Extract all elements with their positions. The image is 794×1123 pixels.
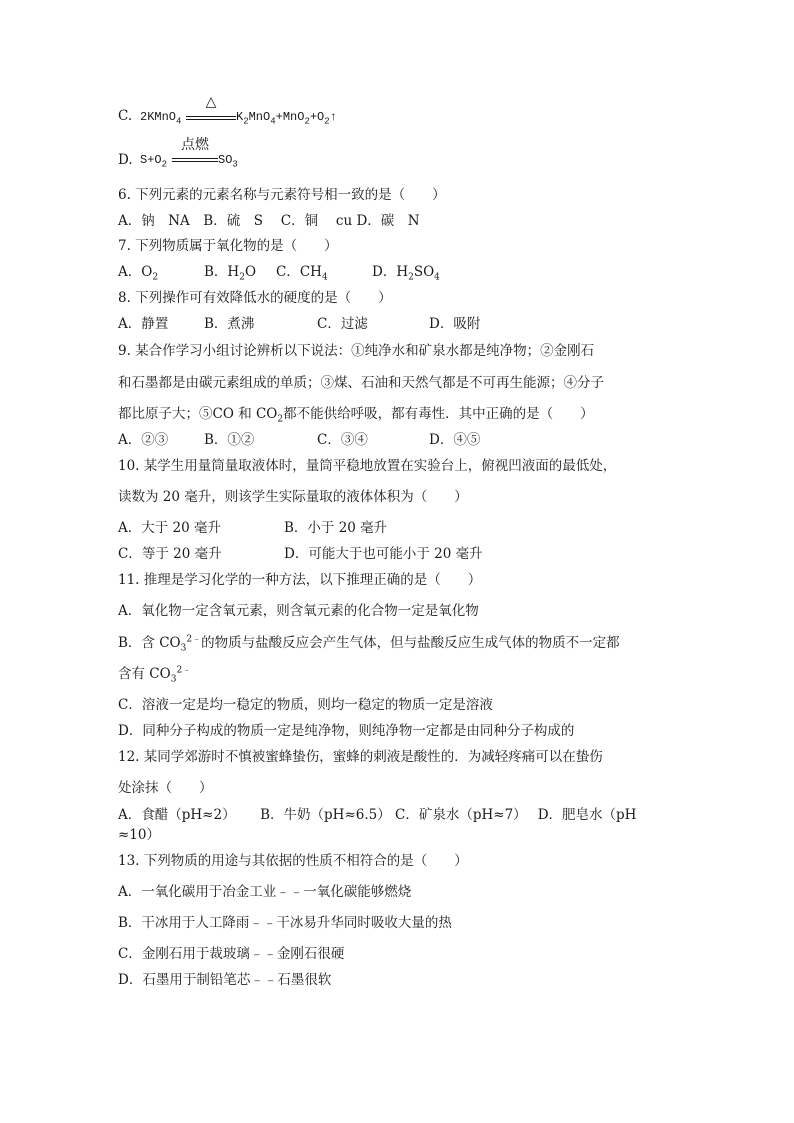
q5-c-equals-bottom [186,119,236,120]
q11-stem: 11. 推理是学习化学的一种方法，以下推理正确的是（ ） [118,572,482,588]
q12-line-2: 处涂抹（ ） [118,780,213,796]
q10-line-1: 10. 某学生用量筒量取液体时，量筒平稳地放置在实验台上，俯视凹液面的最低处， [118,458,617,474]
q5-c-products: $K_2MnO_4+MnO_2+O_2↑$ [236,110,337,127]
q9-option-d: D．④⑤ [429,432,481,448]
q10-options-row-2 [118,545,483,563]
q7-stem: 7. 下列物质属于氧化物的是（ ） [118,238,338,254]
q10-option-d: D．可能大于也可能小于 20 毫升 [284,546,483,562]
q8-options [118,315,480,333]
q7-option-d: D．$H_2SO_4$ [372,264,440,283]
q8-option-d: D．吸附 [429,316,481,332]
q13-option-a: A．一氧化碳用于冶金工业﹣﹣一氧化碳能够燃烧 [118,884,412,900]
q7-options [118,263,440,281]
q9-options [118,431,480,449]
q10-option-a: A．大于 20 毫升 [118,520,222,536]
q8-stem: 8. 下列操作可有效降低水的硬度的是（ ） [118,290,392,306]
q9-option-b: B．①② [204,432,255,448]
q13-option-b: B．干冰用于人工降雨﹣﹣干冰易升华同时吸收大量的热 [118,915,452,931]
q10-options-row-1 [118,519,387,537]
q12-line-1: 12. 某同学郊游时不慎被蜜蜂蛰伤，蜜蜂的刺液是酸性的．为减轻疼痛可以在蛰伤 [118,749,603,765]
q7-option-a: A．$O_2$ [118,264,159,283]
q5-d-reactant: $S+O_2$ [140,153,168,170]
q5-c-reactant: 2KMnO$_4$ [140,110,182,127]
q7-option-b: B．$H_2O$ [204,264,257,283]
q9-option-a: A．②③ [118,432,169,448]
q11-option-c: C．溶液一定是均一稳定的物质，则均一稳定的物质一定是溶液 [118,697,493,713]
q9-line-2: 和石墨都是由碳元素组成的单质；③煤、石油和天然气都是不可再生能源；④分子 [118,375,604,391]
q11-option-b-line-2: 含有 $CO_3^{2﹣}$ [118,665,192,685]
q12-options-line-1: A．食醋（pH≈2） B．牛奶（pH≈6.5） C．矿泉水（pH≈7） D．肥皂水（pH [118,807,637,823]
q9-line-3: 都比原子大；⑤CO 和 $CO_2$都不能供给呼吸，都有毒性．其中正确的是（ ） [118,406,594,425]
q11-option-d: D．同种分子构成的物质一定是纯净物，则纯净物一定都是由同种分子构成的 [118,723,575,739]
q12-options-line-2: ≈10） [118,827,160,843]
gas-arrow-icon: ↑ [329,110,337,124]
q10-option-b: B．小于 20 毫升 [284,520,388,536]
q10-line-2: 读数为 20 毫升，则该学生实际量取的液体体积为（ ） [118,489,468,505]
q9-line-1: 9. 某合作学习小组讨论辨析以下说法：①纯净水和矿泉水都是纯净物；②金刚石 [118,343,595,359]
q7-option-c: C．$CH_4$ [276,264,328,283]
q11-option-b-line-1: B．含 $CO_3^{2﹣}$的物质与盐酸反应会产生气体，但与盐酸反应生成气体的物质不一定都 [118,634,620,654]
q5-d-ignite-condition: 点燃 [181,137,209,153]
q13-option-c: C．金刚石用于裁玻璃﹣﹣金刚石很硬 [118,946,345,962]
q13-stem: 13. 下列物质的用途与其依据的性质不相符合的是（ ） [118,853,468,869]
q6-options: A．钠 NA B．硫 S C．铜 cu D．碳 N [118,213,420,229]
q5-d-equals-bottom [172,161,218,162]
q8-option-b: B．煮沸 [204,316,255,332]
q5-c-label: C. [118,108,133,124]
q11-option-a: A．氧化物一定含氧元素，则含氧元素的化合物一定是氧化物 [118,603,479,619]
q5-c-heat-condition: △ [205,94,217,110]
q10-option-c: C．等于 20 毫升 [118,546,222,562]
q8-option-c: C．过滤 [317,316,368,332]
q9-option-c: C．③④ [317,432,368,448]
q13-option-d: D．石墨用于制铅笔芯﹣﹣石墨很软 [118,972,332,988]
q5-d-equals-top [172,158,218,159]
q5-c-equals-top [186,116,236,117]
q6-stem: 6. 下列元素的元素名称与元素符号相一致的是（ ） [118,187,446,203]
q5-d-product: $SO_3$ [218,153,238,170]
q8-option-a: A．静置 [118,316,169,332]
q5-d-label: D. [118,152,133,168]
